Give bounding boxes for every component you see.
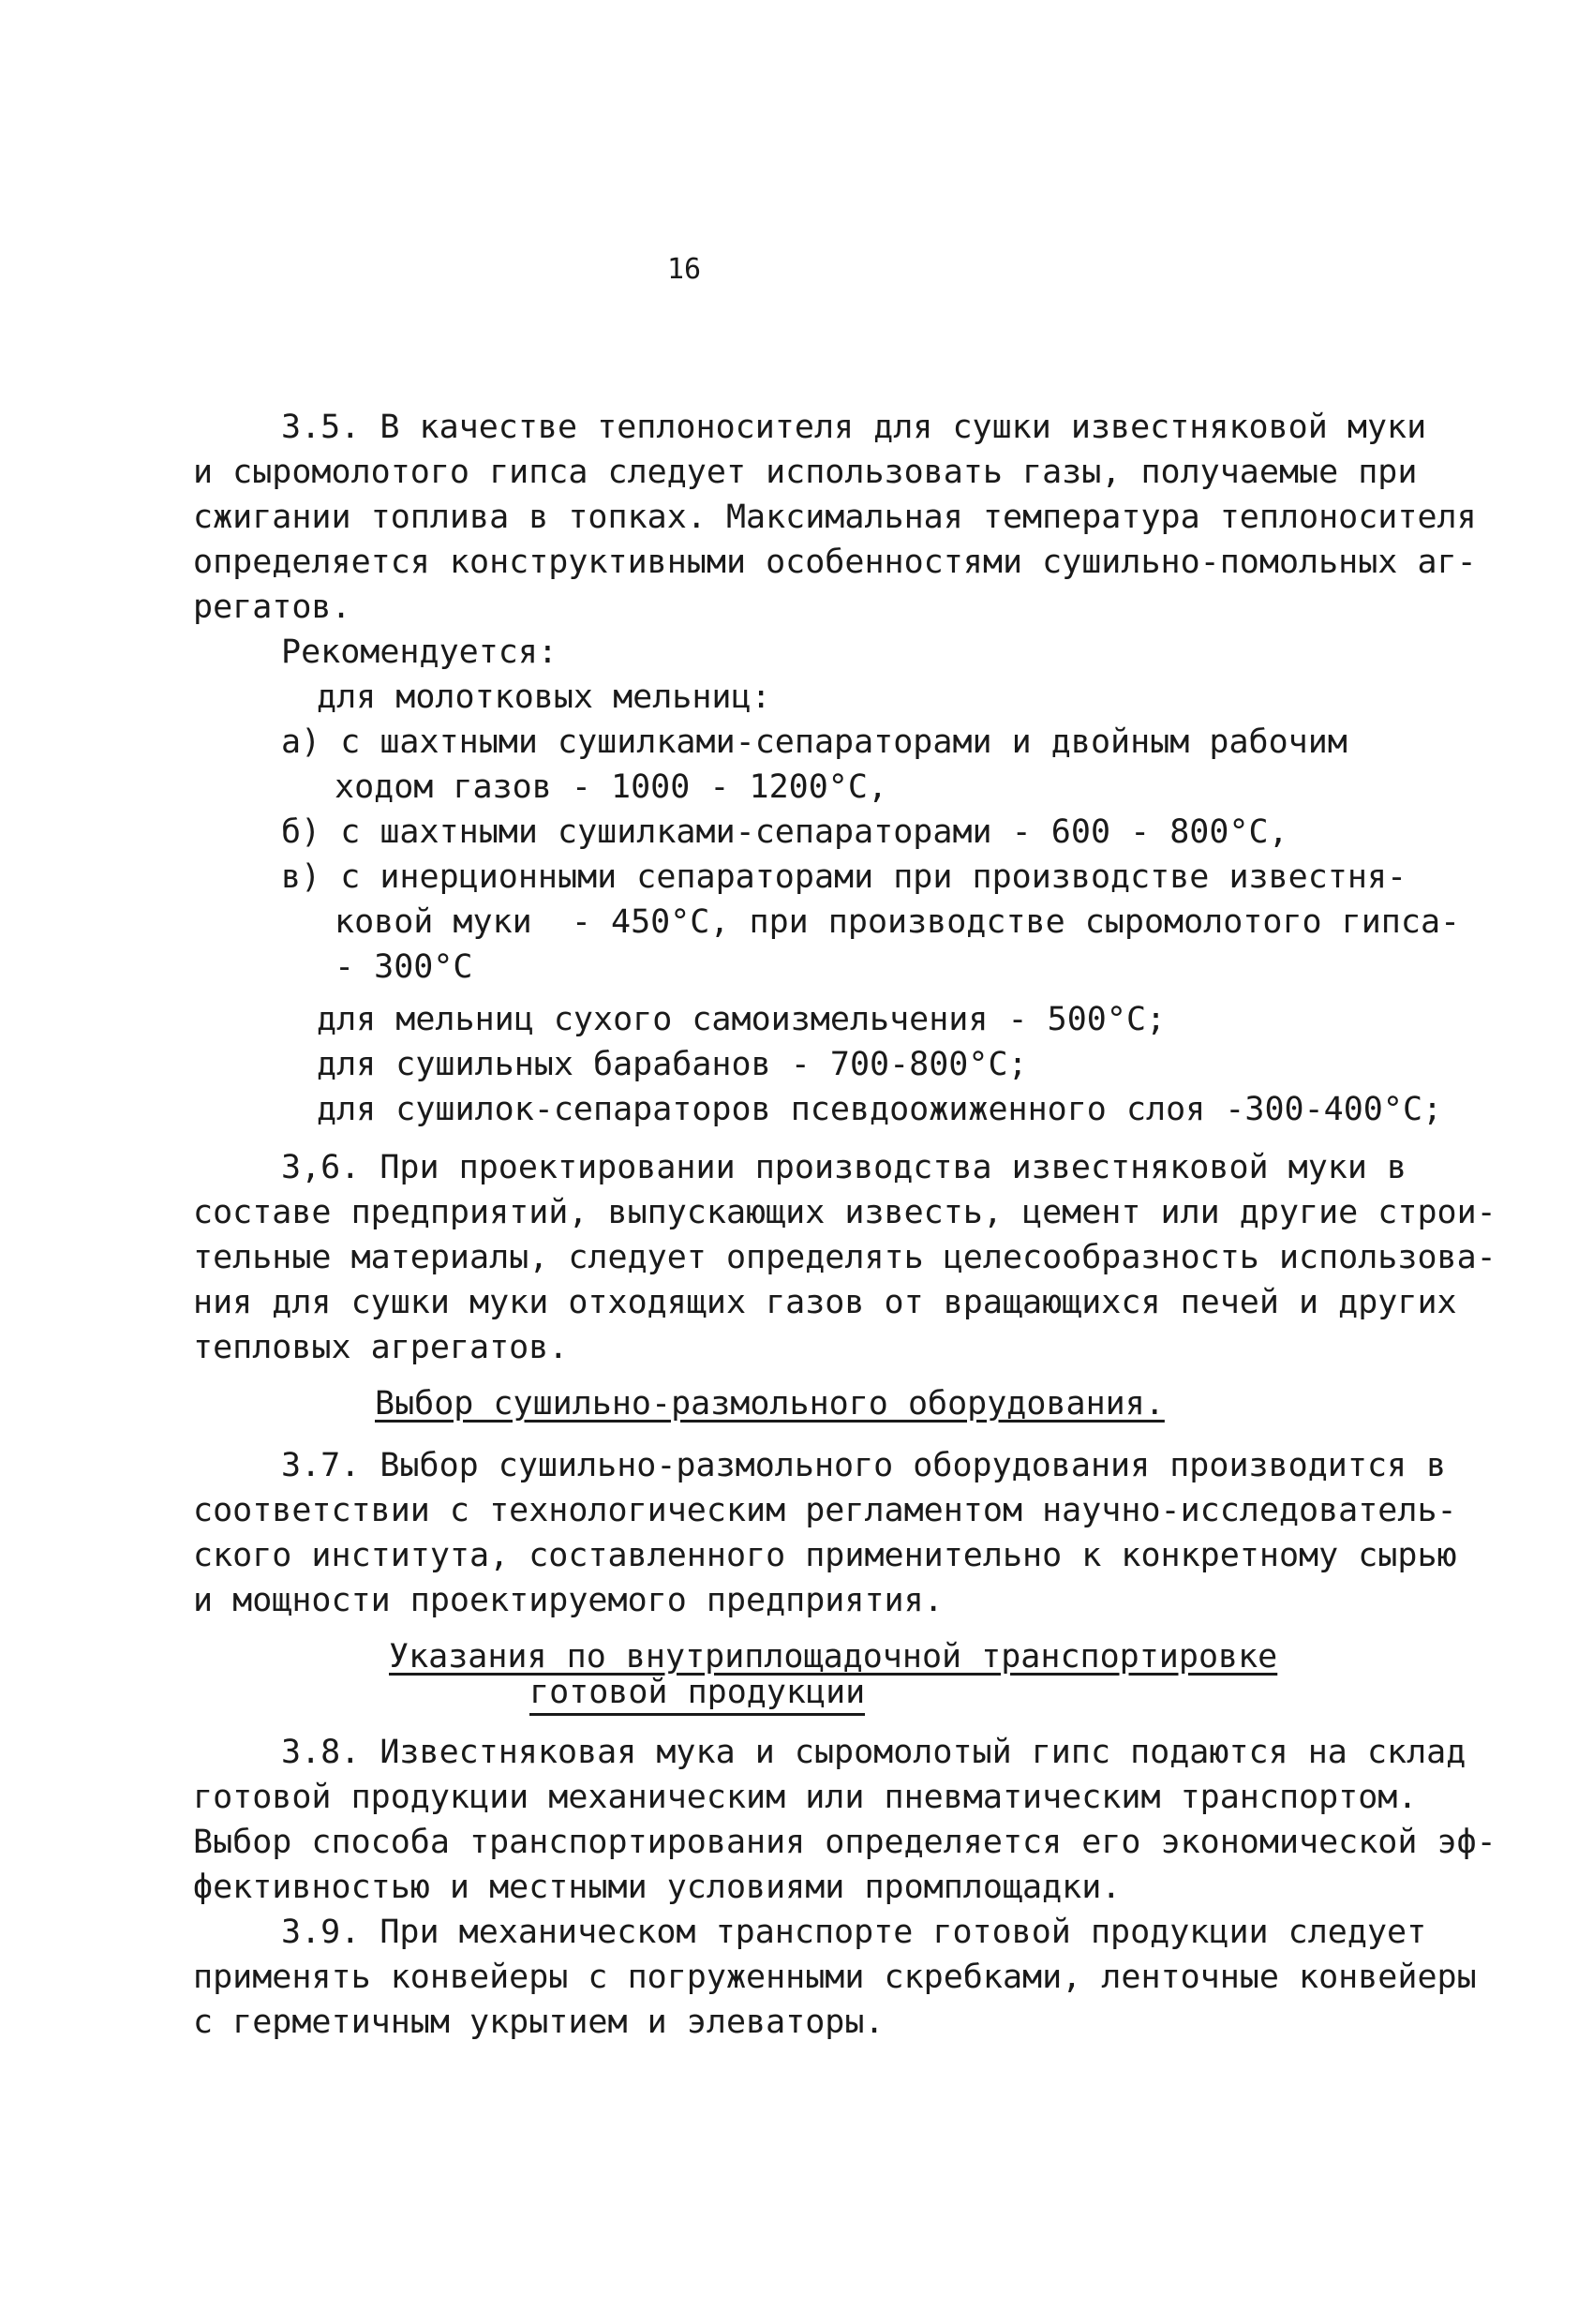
p35-line-5: регатов. <box>193 588 351 626</box>
recommended-label: Рекомендуется: <box>281 633 558 671</box>
fluid-bed-line: для сушилок-сепараторов псевдоожиженного слоя -300-400°С; <box>317 1091 1443 1128</box>
p38-line-2: готовой продукции механическим или пневматическим транспортом. <box>193 1779 1418 1816</box>
p36-line-3: тельные материалы, следует определять целесообразность использова- <box>193 1239 1496 1276</box>
section-heading-transport-2: готовой продукции <box>529 1674 865 1716</box>
dry-mills-line: для мельниц сухого самоизмельчения - 500°С; <box>317 1001 1167 1038</box>
page-number: 16 <box>666 253 702 286</box>
hammer-mills-label: для молотковых мельниц: <box>317 678 771 716</box>
p39-line-2: применять конвейеры с погруженными скребками, ленточные конвейеры <box>193 1959 1477 1996</box>
drums-line: для сушильных барабанов - 700-800°С; <box>317 1046 1028 1083</box>
section-heading-equipment: Выбор сушильно-размольного оборудования. <box>375 1385 1165 1423</box>
item-v-line-3: - 300°С <box>335 948 473 986</box>
p36-line-1: 3,6. При проектировании производства известняковой муки в <box>281 1149 1407 1186</box>
section-heading-transport-1: Указания по внутриплощадочной транспортировке <box>389 1638 1278 1676</box>
p39-line-1: 3.9. При механическом транспорте готовой продукции следует <box>281 1914 1427 1951</box>
p35-line-1: 3.5. В качестве теплоносителя для сушки известняковой муки <box>281 409 1427 446</box>
p39-line-3: с герметичным укрытием и элеваторы. <box>193 2004 885 2041</box>
p38-line-4: фективностью и местными условиями промплощадки. <box>193 1869 1122 1906</box>
p35-line-4: определяется конструктивными особенностями сушильно-помольных аг- <box>193 544 1477 581</box>
item-b: б) с шахтными сушилками-сепараторами - 600 - 800°С, <box>281 813 1288 851</box>
item-v-line-1: в) с инерционными сепараторами при производстве известня- <box>281 858 1407 896</box>
p36-line-5: тепловых агрегатов. <box>193 1329 569 1366</box>
p36-line-2: составе предприятий, выпускающих известь, цемент или другие строи- <box>193 1194 1496 1231</box>
p37-line-2: соответствии с технологическим регламентом научно-исследователь- <box>193 1492 1457 1529</box>
p35-line-3: сжигании топлива в топках. Максимальная температура теплоносителя <box>193 499 1477 536</box>
item-a-line-2: ходом газов - 1000 - 1200°С, <box>335 768 888 806</box>
p37-line-1: 3.7. Выбор сушильно-размольного оборудования производится в <box>281 1447 1447 1484</box>
p37-line-3: ского института, составленного применительно к конкретному сырью <box>193 1537 1457 1574</box>
item-a-line-1: а) с шахтными сушилками-сепараторами и двойным рабочим <box>281 723 1347 761</box>
p36-line-4: ния для сушки муки отходящих газов от вращающихся печей и других <box>193 1284 1457 1321</box>
p38-line-3: Выбор способа транспортирования определяется его экономической эф- <box>193 1824 1496 1861</box>
p35-line-2: и сыромолотого гипса следует использовать газы, получаемые при <box>193 454 1418 491</box>
p38-line-1: 3.8. Известняковая мука и сыромолотый гипс подаются на склад <box>281 1734 1466 1771</box>
item-v-line-2: ковой муки - 450°С, при производстве сыромолотого гипса- <box>335 903 1461 941</box>
p37-line-4: и мощности проектируемого предприятия. <box>193 1582 944 1619</box>
